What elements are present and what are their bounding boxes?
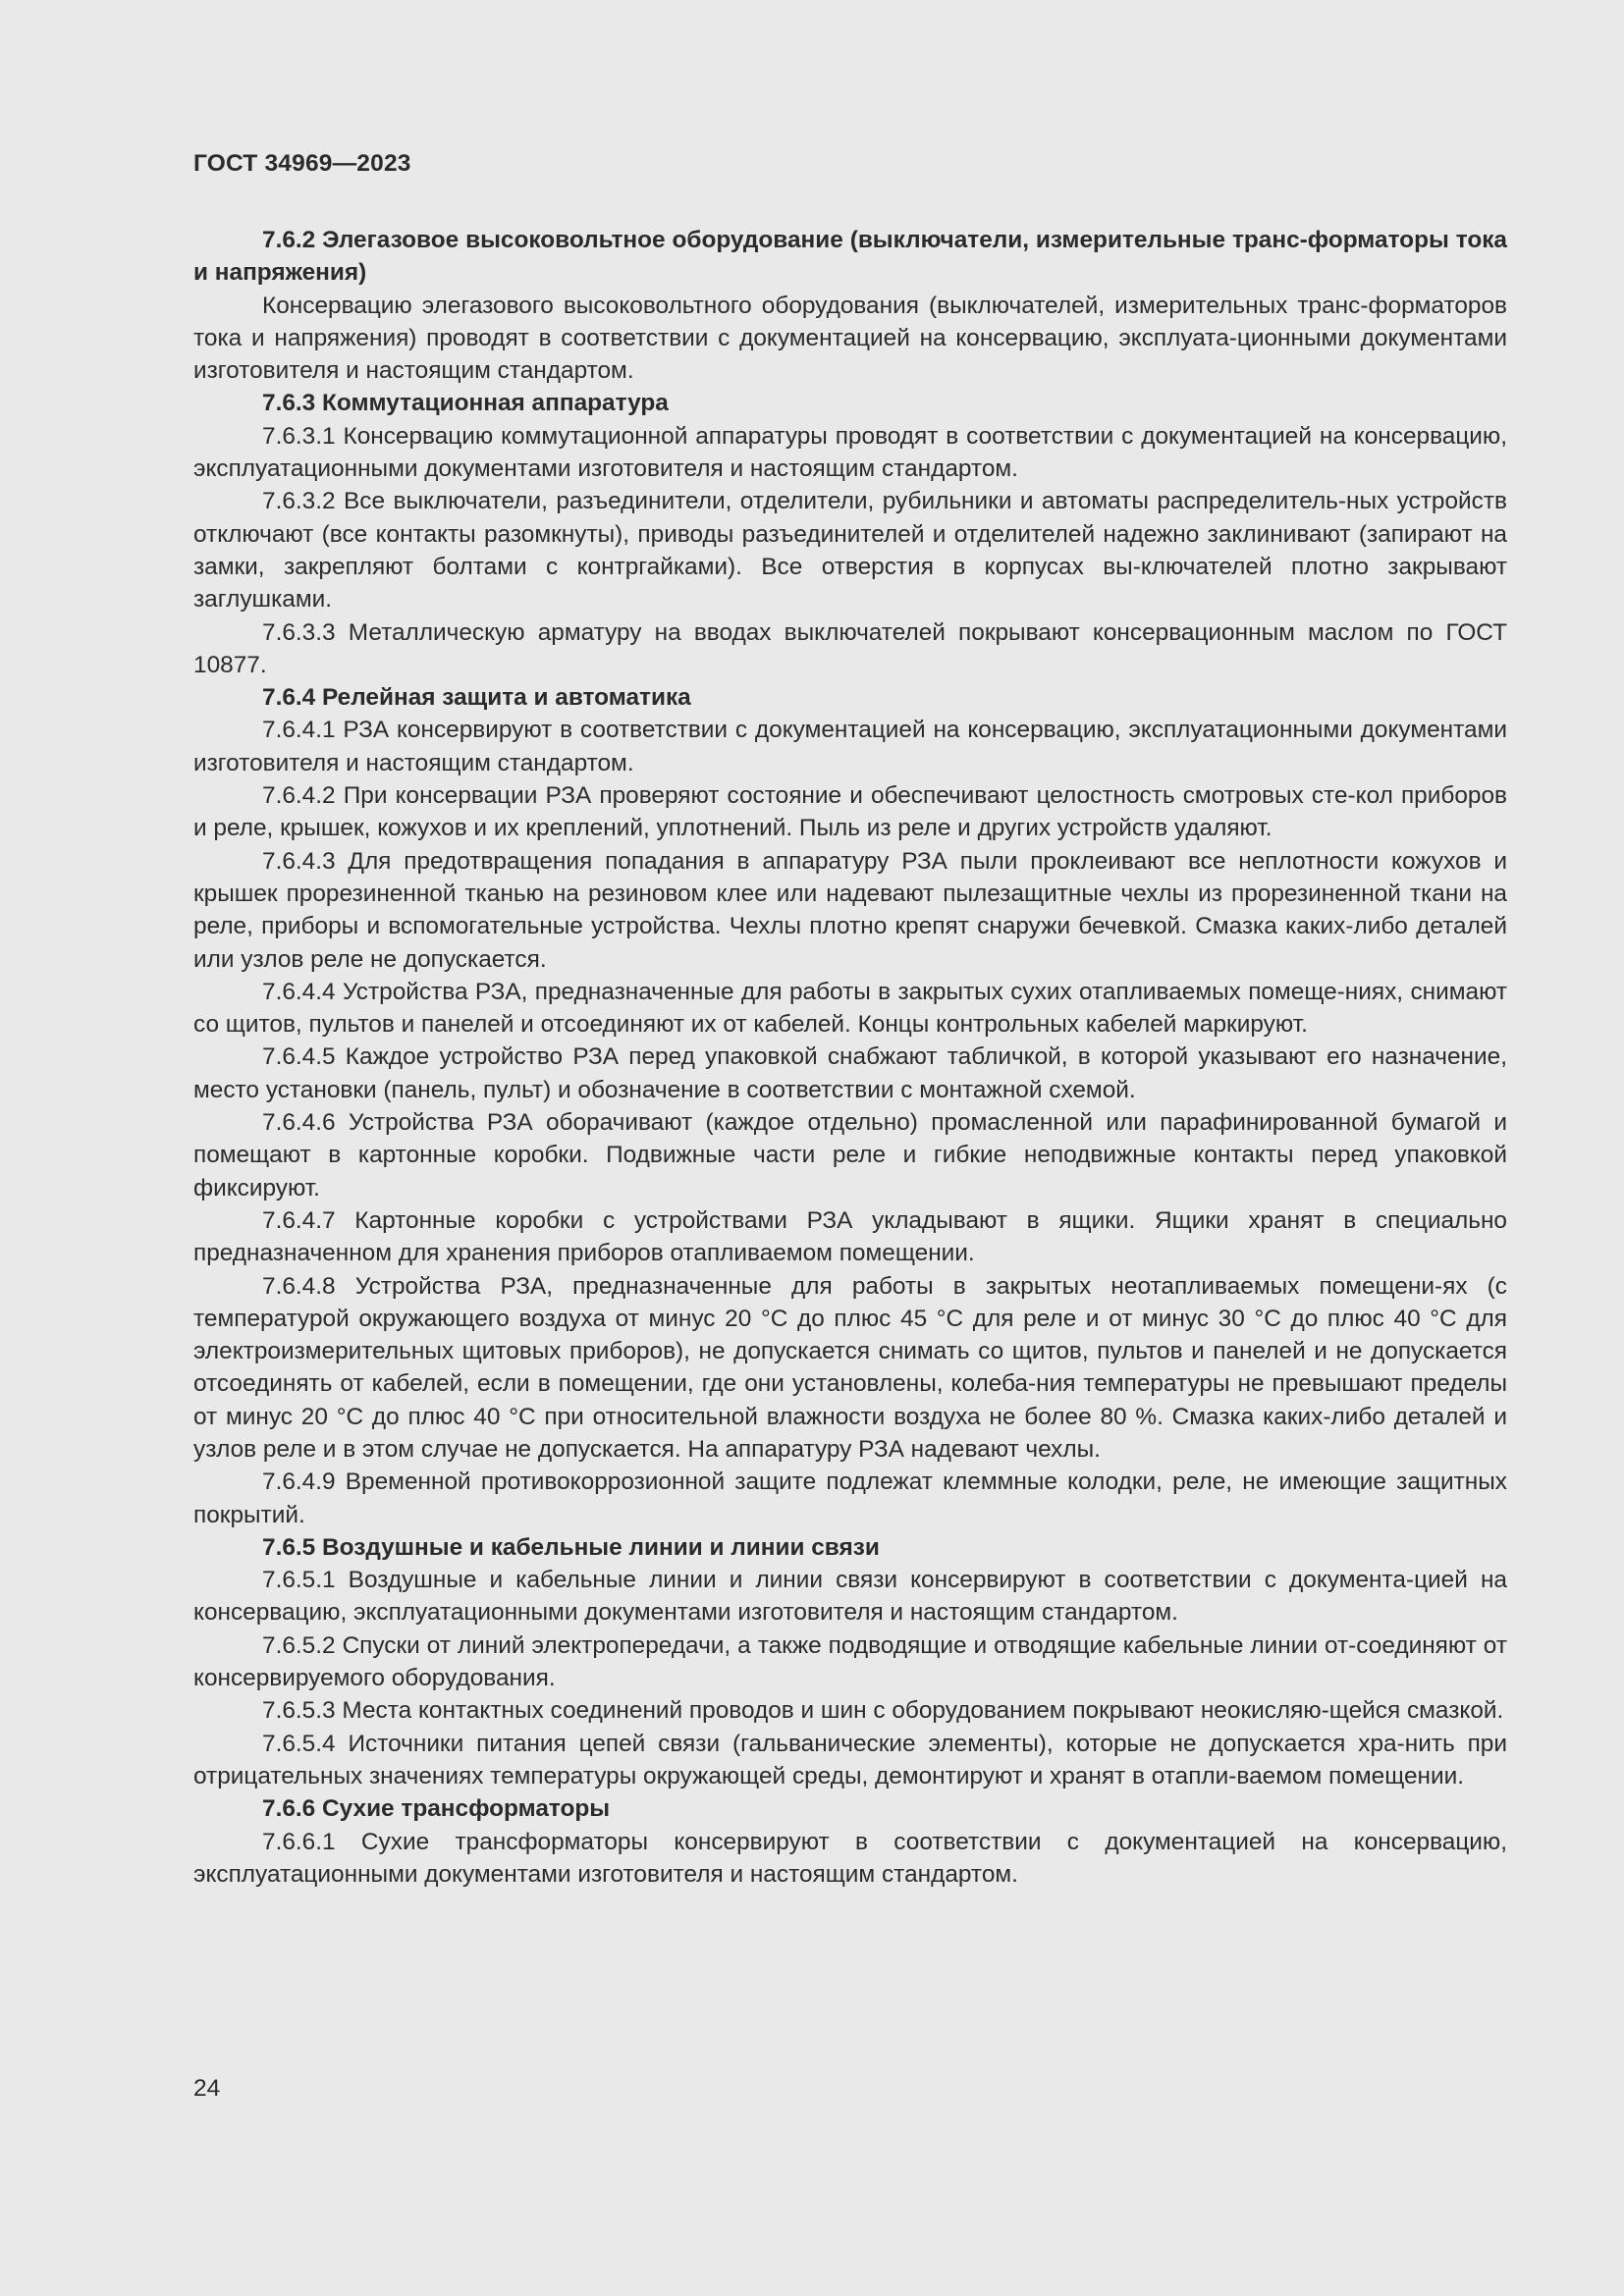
- paragraph-7-6-3-3: 7.6.3.3 Металлическую арматуру на вводах выключателей покрывают консервационным маслом по ГОСТ 10877.: [193, 618, 1507, 678]
- heading-7-6-4: 7.6.4 Релейная защита и автоматика: [262, 684, 691, 712]
- paragraph-7-6-4-8: 7.6.4.8 Устройства РЗА, предназначенные для работы в закрытых неотапливаемых помещени-ях (с температурой окружающего воздуха от минус 20 °С до плюс 45 °С для реле и от минус 30 °С до плюс 40 °С для электроизмерительных щитовых приборов), не допускается снимать со щитов, пультов и панелей и не допускается отсоединять от кабелей, если в помещении, где они установлены, колеба-ния температуры не превышают пределы от минус 20 °С до плюс 40 °С при относительной влажности воздуха не более 80 %. Смазка каких-либо деталей и узлов реле и в этом случае не допускается. На аппаратуру РЗА надевают чехлы.: [193, 1272, 1507, 1463]
- paragraph-7-6-4-3: 7.6.4.3 Для предотвращения попадания в аппаратуру РЗА пыли проклеивают все неплотности кожухов и крышек прорезиненной тканью на резиновом клее или надевают пылезащитные чехлы из прорезиненной ткани на реле, приборы и вспомогательные устройства. Чехлы плотно крепят снаружи бечевкой. Смазка каких-либо деталей или узлов реле не допускается.: [193, 847, 1507, 973]
- paragraph-7-6-3-1: 7.6.3.1 Консервацию коммутационной аппаратуры проводят в соответствии с документацией на консервацию, эксплуатационными документами изготовителя и настоящим стандартом.: [193, 422, 1507, 483]
- paragraph-7-6-5-4: 7.6.5.4 Источники питания цепей связи (гальванические элементы), которые не допускается хра-нить при отрицательных значениях температуры окружающей среды, демонтируют и хранят в отапли-ваемом помещении.: [193, 1730, 1507, 1789]
- page-number: 24: [193, 2075, 221, 2102]
- heading-7-6-6: 7.6.6 Сухие трансформаторы: [262, 1795, 611, 1823]
- paragraph-7-6-4-2: 7.6.4.2 При консервации РЗА проверяют состояние и обеспечивают целостность смотровых сте-кол приборов и реле, крышек, кожухов и их креплений, уплотнений. Пыль из реле и других устройств удаляют.: [193, 782, 1507, 842]
- document-content: [193, 224, 1507, 1891]
- paragraph-7-6-4-9: 7.6.4.9 Временной противокоррозионной защите подлежат клеммные колодки, реле, не имеющие защитных покрытий.: [193, 1468, 1507, 1528]
- paragraph-7-6-6-1: 7.6.6.1 Сухие трансформаторы консервируют в соответствии с документацией на консервацию, эксплуатационными документами изготовителя и настоящим стандартом.: [193, 1828, 1507, 1888]
- heading-7-6-3: 7.6.3 Коммутационная аппаратура: [262, 390, 669, 417]
- paragraph-7-6-5-1: 7.6.5.1 Воздушные и кабельные линии и линии связи консервируют в соответствии с документа-цией на консервацию, эксплуатационными документами изготовителя и настоящим стандартом.: [193, 1567, 1507, 1627]
- paragraph-7-6-4-6: 7.6.4.6 Устройства РЗА оборачивают (каждое отдельно) промасленной или парафинированной бумагой и помещают в картонные коробки. Подвижные части реле и гибкие неподвижные контакты перед упаковкой фиксируют.: [193, 1109, 1507, 1201]
- paragraph-7-6-2-body: Консервацию элегазового высоковольтного оборудования (выключателей, измерительных транс-форматоров тока и напряжения) проводят в соответствии с документацией на консервацию, эксплуата-ционными документами изготовителя и настоящим стандартом.: [193, 292, 1507, 385]
- paragraph-7-6-5-2: 7.6.5.2 Спуски от линий электропередачи, а также подводящие и отводящие кабельные линии от-соединяют от консервируемого оборудования.: [193, 1631, 1507, 1692]
- heading-7-6-5: 7.6.5 Воздушные и кабельные линии и линии связи: [262, 1533, 880, 1561]
- paragraph-7-6-5-3: 7.6.5.3 Места контактных соединений проводов и шин с оборудованием покрывают неокисляю-щейся смазкой.: [262, 1697, 1504, 1725]
- paragraph-7-6-4-7: 7.6.4.7 Картонные коробки с устройствами РЗА укладывают в ящики. Ящики хранят в специально предназначенном для хранения приборов отапливаемом помещении.: [193, 1206, 1507, 1267]
- paragraph-7-6-3-2: 7.6.3.2 Все выключатели, разъединители, отделители, рубильники и автоматы распределитель-ных устройств отключают (все контакты разомкнуты), приводы разъединителей и отделителей надежно заклинивают (запирают на замки, закрепляют болтами с контргайками). Все отверстия в корпусах вы-ключателей плотно закрывают заглушками.: [193, 488, 1507, 614]
- heading-7-6-2: 7.6.2 Элегазовое высоковольтное оборудование (выключатели, измерительные транс-форматоры тока и напряжения): [193, 227, 1507, 287]
- document-header: ГОСТ 34969—2023: [193, 150, 411, 177]
- paragraph-7-6-4-5: 7.6.4.5 Каждое устройство РЗА перед упаковкой снабжают табличкой, в которой указывают его назначение, место установки (панель, пульт) и обозначение в соответствии с монтажной схемой.: [193, 1043, 1507, 1103]
- paragraph-7-6-4-4: 7.6.4.4 Устройства РЗА, предназначенные для работы в закрытых сухих отапливаемых помеще-ниях, снимают со щитов, пультов и панелей и отсоединяют их от кабелей. Концы контрольных кабелей маркируют.: [193, 978, 1507, 1039]
- paragraph-7-6-4-1: 7.6.4.1 РЗА консервируют в соответствии с документацией на консервацию, эксплуатационными документами изготовителя и настоящим стандартом.: [193, 717, 1507, 776]
